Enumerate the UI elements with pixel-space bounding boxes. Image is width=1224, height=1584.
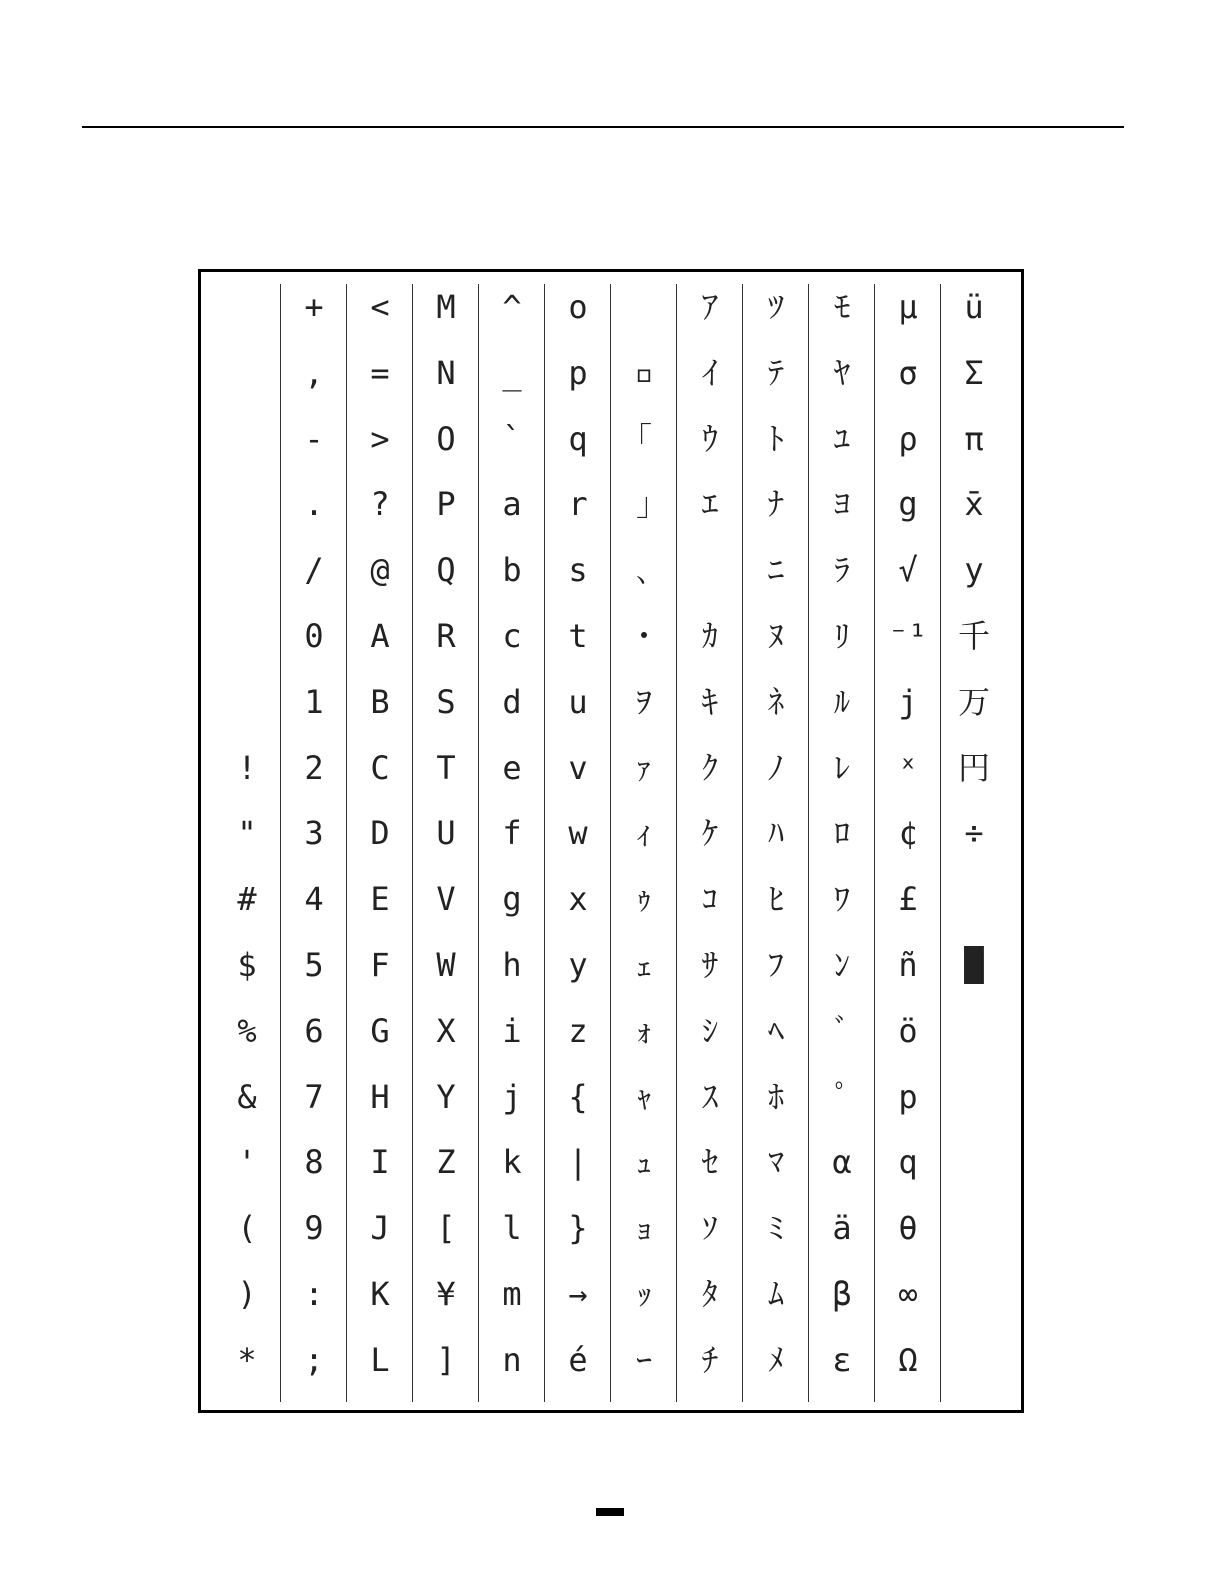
table-cell: *	[237, 1341, 257, 1379]
table-cell: z	[568, 1012, 588, 1050]
character-table	[198, 269, 1024, 1413]
table-cell: ﾑ	[767, 1275, 784, 1313]
table-cell: ?	[370, 485, 390, 523]
table-cell: θ	[898, 1209, 918, 1247]
table-cell: ]	[436, 1341, 456, 1379]
table-cell: V	[436, 880, 456, 918]
table-cell	[214, 679, 280, 725]
page-mark	[596, 1508, 624, 1516]
table-cell: P	[436, 485, 456, 523]
table-cell: ｨ	[635, 814, 652, 852]
table-column	[874, 284, 941, 1402]
table-cell: <	[370, 288, 390, 326]
table-column	[808, 284, 875, 1402]
table-cell: R	[436, 617, 456, 655]
table-column	[346, 284, 413, 1402]
table-cell: +	[304, 288, 324, 326]
table-cell: ˣ	[898, 749, 918, 787]
table-cell: é	[568, 1341, 588, 1379]
table-cell: ﾐ	[767, 1209, 784, 1247]
table-cell: √	[898, 551, 918, 589]
table-cell: ▫	[634, 354, 654, 392]
table-cell: Y	[436, 1078, 456, 1116]
table-cell: 万	[957, 683, 990, 721]
top-rule	[82, 126, 1124, 128]
table-cell	[941, 876, 1007, 922]
table-cell: ﾓ	[833, 288, 850, 326]
table-cell: m	[502, 1275, 522, 1313]
table-cell: ,	[304, 354, 324, 392]
table-cell: j	[898, 683, 918, 721]
table-cell: b	[502, 551, 522, 589]
table-cell: t	[568, 617, 588, 655]
table-cell: 6	[304, 1012, 324, 1050]
table-cell: k	[502, 1143, 522, 1181]
table-column	[214, 284, 280, 1402]
table-cell: ｹ	[701, 814, 718, 852]
table-cell: x	[568, 880, 588, 918]
table-cell: (	[237, 1209, 257, 1247]
table-column	[280, 284, 347, 1402]
table-cell: s	[568, 551, 588, 589]
table-cell: →	[568, 1275, 588, 1313]
table-cell: ｯ	[635, 1275, 652, 1313]
table-cell: J	[370, 1209, 390, 1247]
table-cell: /	[304, 551, 324, 589]
table-cell: {	[568, 1078, 588, 1116]
table-column	[742, 284, 809, 1402]
table-cell: )	[237, 1275, 257, 1313]
table-cell: β	[832, 1275, 852, 1313]
table-cell	[611, 284, 677, 330]
table-cell: ¢	[898, 814, 918, 852]
table-cell: >	[370, 420, 390, 458]
table-cell: 2	[304, 749, 324, 787]
table-cell: ｽ	[701, 1078, 718, 1116]
table-column	[940, 284, 1007, 1402]
table-cell: N	[436, 354, 456, 392]
table-cell: G	[370, 1012, 390, 1050]
table-cell: ü	[964, 288, 984, 326]
table-cell: I	[370, 1143, 390, 1181]
table-cell: c	[502, 617, 522, 655]
table-cell: Q	[436, 551, 456, 589]
table-cell: ﾆ	[767, 551, 784, 589]
table-cell: ∞	[898, 1275, 918, 1313]
table-column	[412, 284, 479, 1402]
table-cell: q	[898, 1143, 918, 1181]
table-cell: ﾅ	[767, 485, 784, 523]
table-cell: p	[568, 354, 588, 392]
table-cell: ρ	[898, 420, 918, 458]
table-cell: x̄	[964, 485, 984, 523]
table-cell: ｮ	[635, 1209, 652, 1247]
table-cell: ､	[635, 551, 652, 589]
table-cell: ;	[304, 1341, 324, 1379]
table-cell: ｧ	[635, 749, 652, 787]
table-cell: p	[898, 1078, 918, 1116]
table-column	[544, 284, 611, 1402]
table-cell: ﾈ	[767, 683, 784, 721]
table-cell: U	[436, 814, 456, 852]
table-cell: =	[370, 354, 390, 392]
table-cell: y	[568, 946, 588, 984]
table-cell: i	[502, 1012, 522, 1050]
table-cell: ｲ	[701, 354, 718, 392]
table-cell: ÷	[964, 814, 984, 852]
table-cell: o	[568, 288, 588, 326]
table-cell: ﾙ	[833, 683, 850, 721]
table-cell: ｷ	[701, 683, 718, 721]
table-cell: ﾛ	[833, 814, 850, 852]
table-cell	[214, 547, 280, 593]
table-cell: ｬ	[635, 1078, 652, 1116]
table-cell: O	[436, 420, 456, 458]
table-cell: 0	[304, 617, 324, 655]
table-cell: ｱ	[701, 288, 718, 326]
table-cell: n	[502, 1341, 522, 1379]
table-cell: y	[964, 551, 984, 589]
table-cell: ﾇ	[767, 617, 784, 655]
table-column	[676, 284, 743, 1402]
table-cell: ｰ	[635, 1341, 652, 1379]
table-cell: π	[964, 420, 984, 458]
table-cell: 7	[304, 1078, 324, 1116]
table-cell	[941, 1139, 1007, 1185]
table-cell: Z	[436, 1143, 456, 1181]
table-cell: v	[568, 749, 588, 787]
table-cell: ｳ	[701, 420, 718, 458]
table-cell: 千	[957, 617, 990, 655]
table-cell: W	[436, 946, 456, 984]
table-cell: S	[436, 683, 456, 721]
table-cell: ｺ	[701, 880, 718, 918]
table-cell: ¥	[436, 1275, 456, 1313]
table-cell: C	[370, 749, 390, 787]
table-cell: ｻ	[701, 946, 718, 984]
table-cell: }	[568, 1209, 588, 1247]
table-cell: ﾏ	[767, 1143, 784, 1181]
table-cell	[941, 1008, 1007, 1054]
table-cell: L	[370, 1341, 390, 1379]
table-cell: ﾝ	[833, 946, 850, 984]
table-cell: ﾟ	[833, 1078, 850, 1116]
table-cell: #	[237, 880, 257, 918]
table-cell	[214, 613, 280, 659]
table-cell: 9	[304, 1209, 324, 1247]
table-cell: A	[370, 617, 390, 655]
table-cell: ﾒ	[767, 1341, 784, 1379]
table-cell: ｫ	[635, 1012, 652, 1050]
table-cell: ｩ	[635, 880, 652, 918]
table-cell: f	[502, 814, 522, 852]
table-cell: :	[304, 1275, 324, 1313]
table-cell: ｸ	[701, 749, 718, 787]
table-cell: '	[237, 1143, 257, 1181]
table-cell: ⁻¹	[888, 617, 928, 655]
table-cell	[941, 1271, 1007, 1317]
table-cell	[214, 284, 280, 330]
table-cell: d	[502, 683, 522, 721]
table-cell: σ	[898, 354, 918, 392]
table-cell: M	[436, 288, 456, 326]
table-cell: 4	[304, 880, 324, 918]
table-cell: D	[370, 814, 390, 852]
table-cell: ﾞ	[833, 1012, 850, 1050]
table-cell: ﾃ	[767, 354, 784, 392]
table-cell: ﾍ	[767, 1012, 784, 1050]
table-cell: ﾘ	[833, 617, 850, 655]
table-cell	[677, 547, 743, 593]
table-cell: ä	[832, 1209, 852, 1247]
table-cell: ^	[502, 288, 522, 326]
table-cell: e	[502, 749, 522, 787]
table-cell: Σ	[964, 354, 984, 392]
table-cell: ﾋ	[767, 880, 784, 918]
table-cell: X	[436, 1012, 456, 1050]
table-cell: 円	[957, 749, 990, 787]
table-cell: 3	[304, 814, 324, 852]
table-cell: K	[370, 1275, 390, 1313]
table-cell: ﾚ	[833, 749, 850, 787]
table-cell: "	[237, 814, 257, 852]
table-cell: ﾉ	[767, 749, 784, 787]
table-cell: ε	[832, 1341, 852, 1379]
table-cell: ｢	[635, 420, 652, 458]
table-cell: %	[237, 1012, 257, 1050]
table-cell: μ	[898, 288, 918, 326]
table-column	[610, 284, 677, 1402]
table-cell: ﾊ	[767, 814, 784, 852]
table-cell: .	[304, 485, 324, 523]
table-cell: ･	[635, 617, 652, 655]
table-cell: ｶ	[701, 617, 718, 655]
table-cell: ñ	[898, 946, 918, 984]
table-cell: w	[568, 814, 588, 852]
table-cell: 5	[304, 946, 324, 984]
table-cell: ﾌ	[767, 946, 784, 984]
table-cell	[214, 416, 280, 462]
table-cell: £	[898, 880, 918, 918]
table-cell: h	[502, 946, 522, 984]
table-cell: ﾄ	[767, 420, 784, 458]
table-cell: B	[370, 683, 390, 721]
table-column	[478, 284, 545, 1402]
table-cell: T	[436, 749, 456, 787]
table-cell: -	[304, 420, 324, 458]
table-cell: ﾖ	[833, 485, 850, 523]
table-cell: @	[370, 551, 390, 589]
table-cell: █	[964, 946, 984, 984]
table-cell: ｣	[635, 485, 652, 523]
table-cell: ｪ	[635, 946, 652, 984]
table-cell	[941, 1205, 1007, 1251]
table-cell: j	[502, 1078, 522, 1116]
table-cell: _	[502, 354, 522, 392]
table-cell: ｭ	[635, 1143, 652, 1181]
table-cell: `	[502, 420, 522, 458]
table-cell	[214, 350, 280, 396]
table-cell: ﾎ	[767, 1078, 784, 1116]
table-cell: g	[898, 485, 918, 523]
table-cell: ﾕ	[833, 420, 850, 458]
table-cell: ﾜ	[833, 880, 850, 918]
table-cell: F	[370, 946, 390, 984]
table-cell: ﾔ	[833, 354, 850, 392]
table-cell: l	[502, 1209, 522, 1247]
table-cell	[941, 1074, 1007, 1120]
table-cell: ｼ	[701, 1012, 718, 1050]
table-cell: !	[237, 749, 257, 787]
table-cell: [	[436, 1209, 456, 1247]
table-cell: g	[502, 880, 522, 918]
table-cell: ﾗ	[833, 551, 850, 589]
table-cell: H	[370, 1078, 390, 1116]
table-cell: ｾ	[701, 1143, 718, 1181]
table-cell: u	[568, 683, 588, 721]
table-cell: ﾂ	[767, 288, 784, 326]
table-cell: 8	[304, 1143, 324, 1181]
table-cell: |	[568, 1143, 588, 1181]
table-cell: q	[568, 420, 588, 458]
table-cell: ｿ	[701, 1209, 718, 1247]
table-cell: a	[502, 485, 522, 523]
table-cell	[214, 481, 280, 527]
table-cell: &	[237, 1078, 257, 1116]
table-cell: ﾀ	[701, 1275, 718, 1313]
table-cell: 1	[304, 683, 324, 721]
table-cell: r	[568, 485, 588, 523]
table-cell: ｴ	[701, 485, 718, 523]
table-cell: ö	[898, 1012, 918, 1050]
table-cell: $	[237, 946, 257, 984]
table-cell	[941, 1337, 1007, 1383]
table-cell: ｦ	[635, 683, 652, 721]
table-cell: α	[832, 1143, 852, 1181]
table-cell: Ω	[898, 1341, 918, 1379]
table-cell: E	[370, 880, 390, 918]
table-cell: ﾁ	[701, 1341, 718, 1379]
